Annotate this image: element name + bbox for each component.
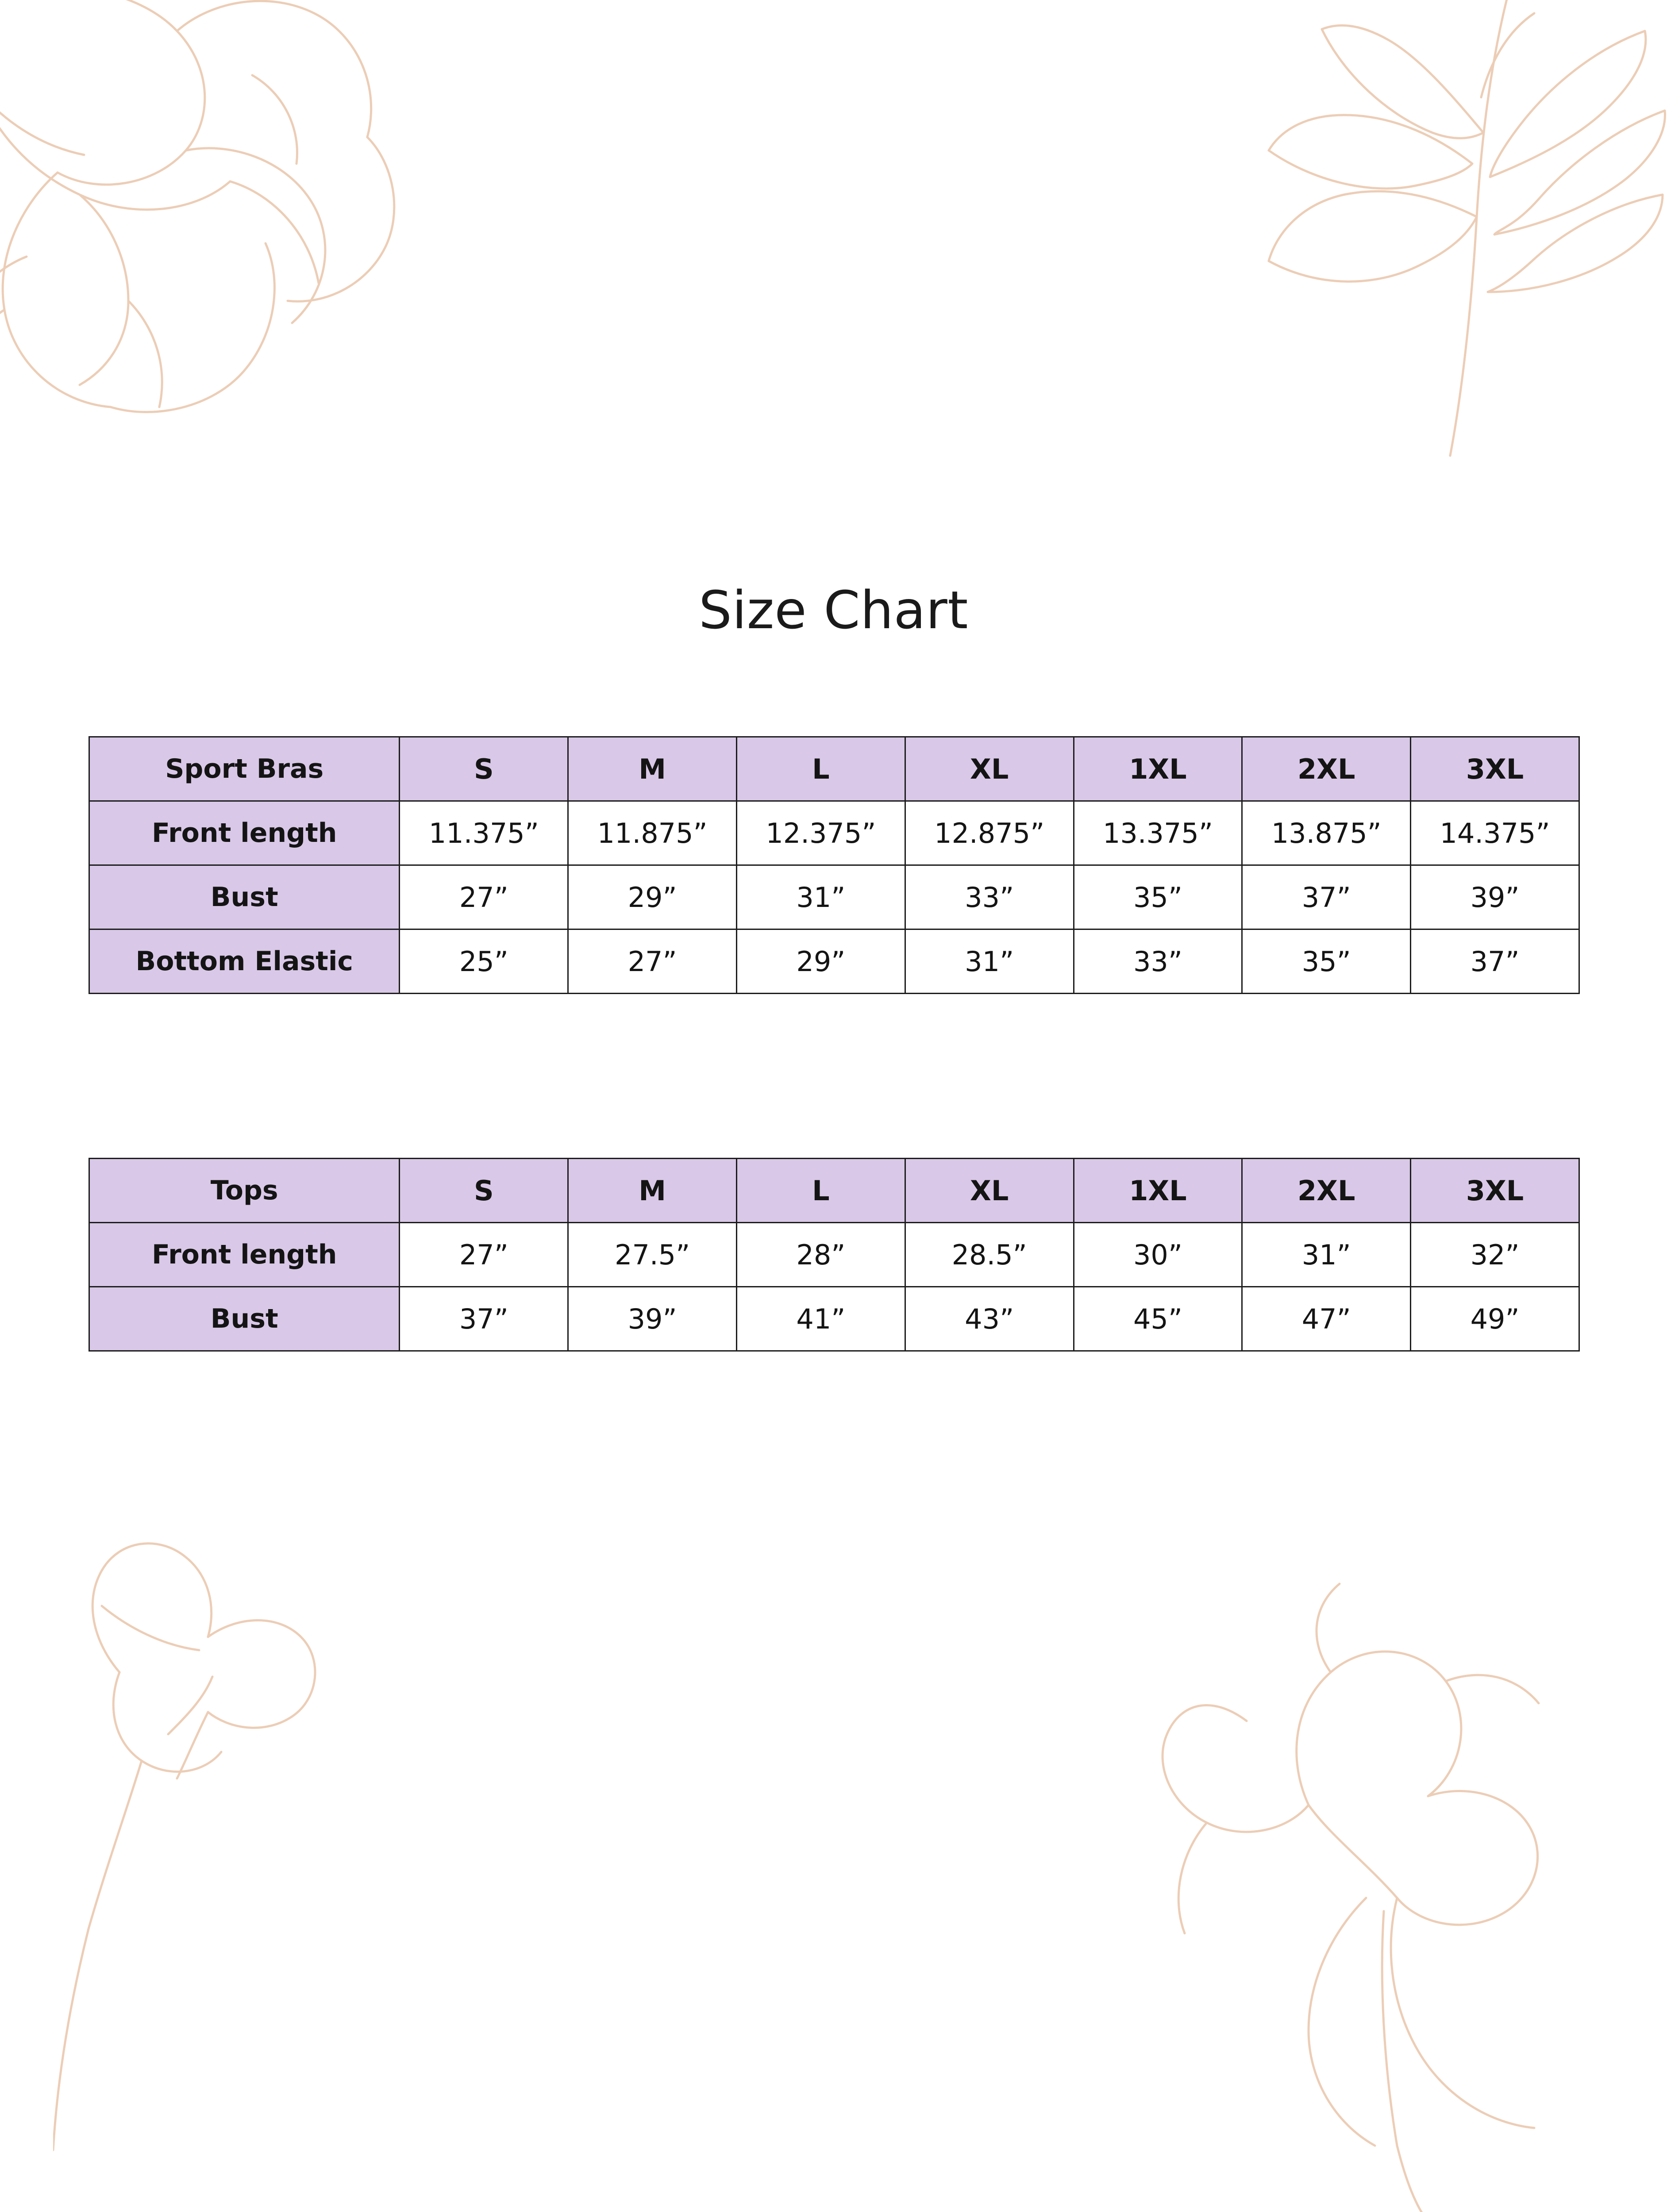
table-header-cell: 1XL <box>1074 737 1242 801</box>
page-title: Size Chart <box>698 580 968 641</box>
table-cell: 12.875” <box>905 801 1074 865</box>
table-cell: 27” <box>568 929 737 994</box>
table-cell: 11.875” <box>568 801 737 865</box>
table-header-row <box>89 1159 1579 1223</box>
table-cell: 14.375” <box>1411 801 1579 865</box>
table-cell: 41” <box>737 1287 905 1351</box>
table-header-cell: S <box>400 1159 568 1223</box>
table-cell: 33” <box>905 865 1074 929</box>
table-cell: 35” <box>1242 929 1411 994</box>
table-row <box>89 929 1579 994</box>
table-header-cell: L <box>737 737 905 801</box>
table-cell: 28” <box>737 1223 905 1287</box>
table-header-cell: M <box>568 1159 737 1223</box>
table-cell: 31” <box>905 929 1074 994</box>
table-header-row <box>89 737 1579 801</box>
table-header-cell: S <box>400 737 568 801</box>
table-cell: 27.5” <box>568 1223 737 1287</box>
table-cell: 45” <box>1074 1287 1242 1351</box>
row-label: Front length <box>89 1223 400 1287</box>
table-cell: 33” <box>1074 929 1242 994</box>
table-cell: 37” <box>400 1287 568 1351</box>
table-cell: 49” <box>1411 1287 1579 1351</box>
row-label: Front length <box>89 801 400 865</box>
table-cell: 12.375” <box>737 801 905 865</box>
table-header-cell: 2XL <box>1242 1159 1411 1223</box>
table-cell: 35” <box>1074 865 1242 929</box>
table-header-cell: 1XL <box>1074 1159 1242 1223</box>
sport-bras-table-container <box>89 736 1580 994</box>
table-cell: 37” <box>1242 865 1411 929</box>
table-row <box>89 1287 1579 1351</box>
row-label: Bust <box>89 1287 400 1351</box>
row-label: Bottom Elastic <box>89 929 400 994</box>
row-label: Bust <box>89 865 400 929</box>
table-row <box>89 1223 1579 1287</box>
table-header-cell: 2XL <box>1242 737 1411 801</box>
tops-table <box>89 1158 1580 1352</box>
table-cell: 25” <box>400 929 568 994</box>
table-cell: 28.5” <box>905 1223 1074 1287</box>
table-cell: 39” <box>568 1287 737 1351</box>
table-cell: 31” <box>1242 1223 1411 1287</box>
table-row <box>89 801 1579 865</box>
table-header-cell: Tops <box>89 1159 400 1223</box>
table-cell: 32” <box>1411 1223 1579 1287</box>
table-cell: 31” <box>737 865 905 929</box>
table-header-cell: 3XL <box>1411 737 1579 801</box>
table-cell: 29” <box>737 929 905 994</box>
table-header-cell: XL <box>905 1159 1074 1223</box>
table-row <box>89 865 1579 929</box>
table-header-cell: Sport Bras <box>89 737 400 801</box>
table-header-cell: L <box>737 1159 905 1223</box>
table-cell: 47” <box>1242 1287 1411 1351</box>
table-header-cell: M <box>568 737 737 801</box>
table-cell: 27” <box>400 1223 568 1287</box>
table-cell: 30” <box>1074 1223 1242 1287</box>
peony-outline-icon <box>0 0 655 526</box>
table-cell: 39” <box>1411 865 1579 929</box>
table-cell: 43” <box>905 1287 1074 1351</box>
flower-outline-icon <box>1118 1535 1649 2212</box>
table-cell: 29” <box>568 865 737 929</box>
table-cell: 27” <box>400 865 568 929</box>
table-header-cell: 3XL <box>1411 1159 1579 1223</box>
table-cell: 11.375” <box>400 801 568 865</box>
sport-bras-table <box>89 736 1580 994</box>
tops-table-container <box>89 1158 1580 1352</box>
table-cell: 37” <box>1411 929 1579 994</box>
leaf-branch-icon <box>1242 0 1667 473</box>
table-cell: 13.875” <box>1242 801 1411 865</box>
table-header-cell: XL <box>905 737 1074 801</box>
tulip-outline-icon <box>53 1531 407 2194</box>
table-cell: 13.375” <box>1074 801 1242 865</box>
